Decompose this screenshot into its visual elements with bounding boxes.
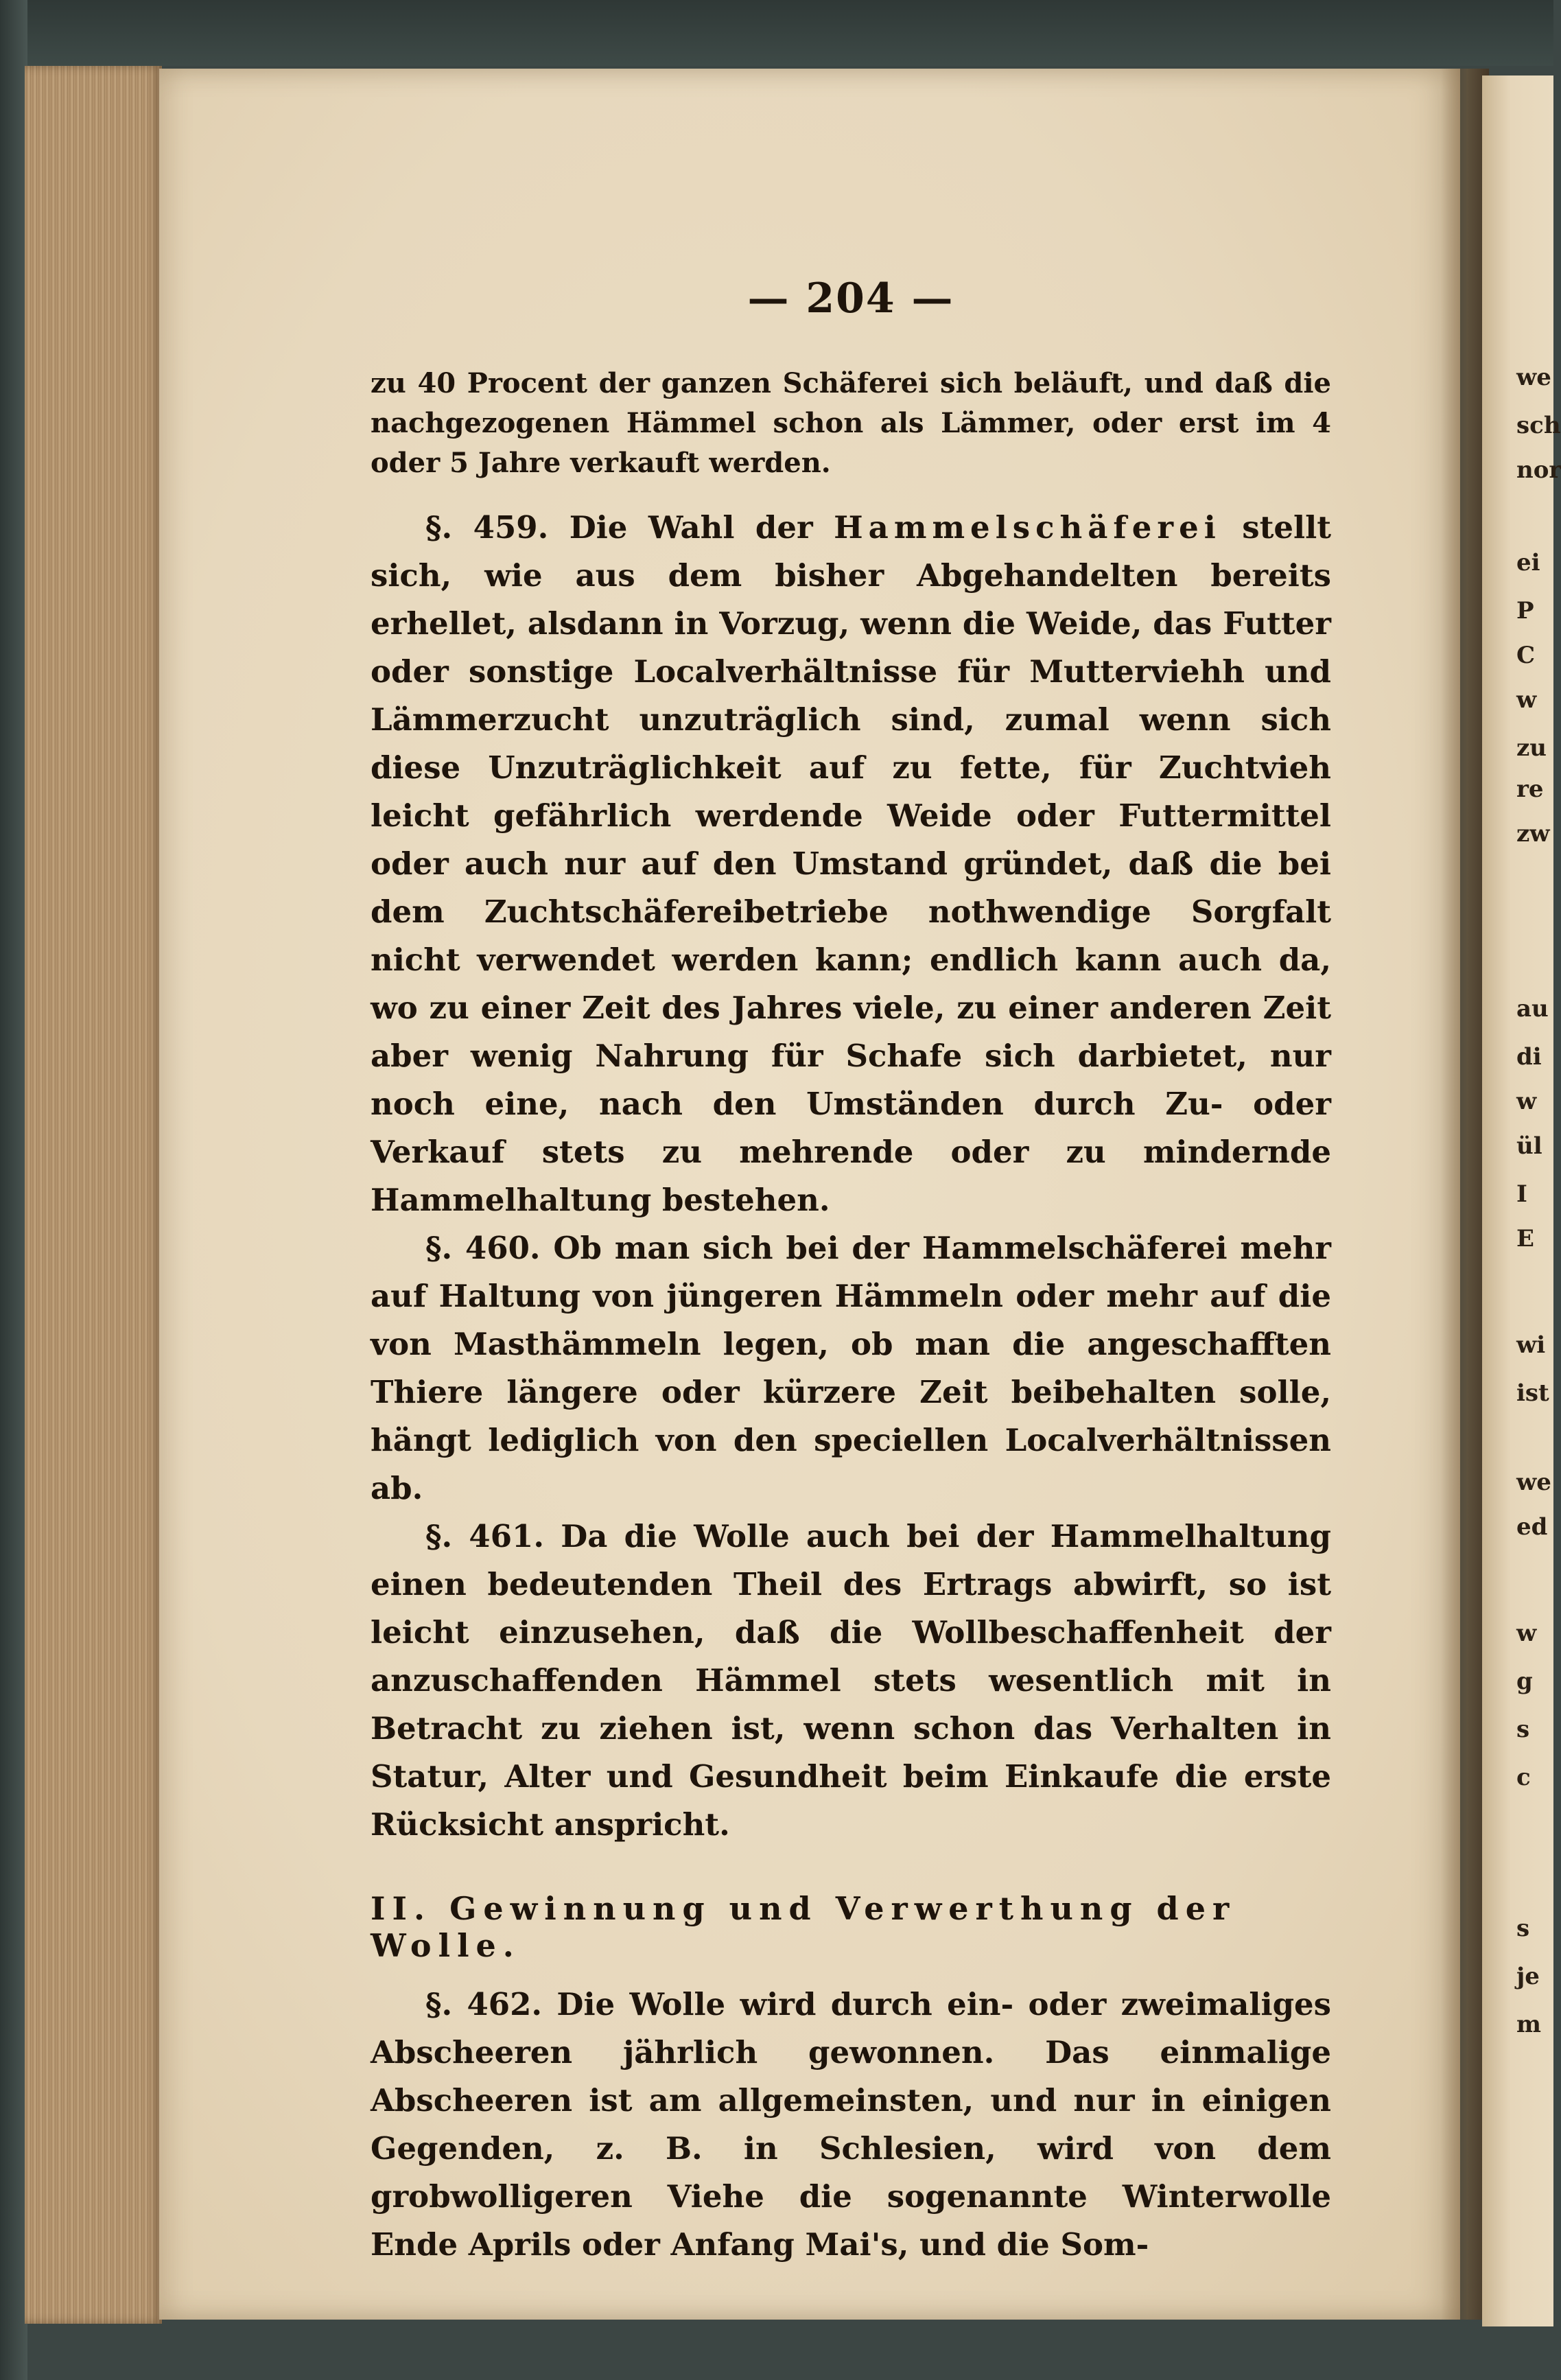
right-fragment: w (1516, 1088, 1537, 1115)
right-fragment: di (1516, 1043, 1542, 1071)
section-number: §. 460. (425, 1230, 541, 1266)
page-number: — 204 — (747, 275, 954, 323)
paragraph-text: Da die Wolle auch bei der Hammelhaltung einen bedeutenden Theil des Ertrags abwirft, so ist leicht einzusehen, daß die Wollbeschaffenheit der anzuschaffenden Hämmel stets wesentlich mit in Betracht zu ziehen ist, wenn schon das Verhalten in Statur, Alter und Gesundheit beim Einkaufe die erste Rücksicht anspricht. (371, 1518, 1331, 1843)
right-fragment: g (1516, 1668, 1533, 1695)
right-fragment: ül (1516, 1132, 1542, 1160)
right-fragment: E (1516, 1225, 1534, 1252)
paragraph-text: Ob man sich bei der Hammelschäferei mehr auf Haltung von jüngeren Hämmeln oder mehr auf die von Masthämmeln legen, ob man die angeschafften Thiere längere oder kürzere Zeit beibehalten solle, hängt lediglich von den speciellen Localverhältnissen ab. (371, 1230, 1332, 1506)
right-fragment: ei (1516, 549, 1540, 576)
right-fragment: sch (1516, 412, 1561, 439)
right-fragment: c (1516, 1764, 1531, 1791)
right-fragment: we (1516, 1469, 1551, 1496)
section-heading (371, 1890, 1331, 1964)
right-fragment: s (1516, 1716, 1530, 1743)
section-heading-title: Gewinnung und Verwerthung der Wolle. (371, 1890, 1236, 1964)
paragraph-461 (371, 1513, 1331, 1849)
paragraph-460 (371, 1224, 1331, 1513)
section-number: §. 459. (425, 509, 549, 546)
right-fragment: I (1516, 1180, 1527, 1208)
emphasized-term: Hammelschäferei (834, 509, 1221, 546)
intro-text: zu 40 Procent der ganzen Schäferei sich beläuft, und daß die nachgezogenen Hämmel schon als Lämmer, oder erst im 4 oder 5 Jahre verkauft werden. (371, 367, 1331, 479)
book-cover-top (0, 0, 1553, 66)
right-fragment: je (1516, 1963, 1540, 1990)
right-fragment: w (1516, 686, 1537, 714)
right-fragment: C (1516, 642, 1536, 669)
right-fragment: s (1516, 1915, 1530, 1942)
right-fragment: ed (1516, 1513, 1548, 1541)
right-fragment: m (1516, 2011, 1541, 2038)
right-fragment: nor (1516, 456, 1561, 484)
right-fragment: zw (1516, 820, 1550, 848)
right-fragment: au (1516, 995, 1549, 1023)
section-number: §. 462. (425, 1986, 543, 2022)
paragraph-text: Die Wolle wird durch ein- oder zweimaliges Abscheeren jährlich gewonnen. Das einmalige Abscheeren ist am allgemeinsten, und nur in einigen Gegenden, z. B. in Schlesien, wird von dem grobwolligeren Viehe die sogenannte Winterwolle Ende Aprils oder Anfang Mai's, und die Som- (371, 1986, 1332, 2263)
right-fragment: zu (1516, 734, 1547, 762)
right-page-text-fragments (1516, 0, 1561, 2380)
section-number: §. 461. (425, 1518, 545, 1554)
section-heading-numeral: II. (371, 1890, 432, 1927)
right-fragment: wi (1516, 1331, 1546, 1359)
paragraph-text: stellt sich, wie aus dem bisher Abgehandelten bereits erhellet, alsdann in Vorzug, wenn die Weide, das Futter oder sonstige Localverhältnisse für Mutterviehh und Lämmerzucht unzuträglich sind, zumal wenn sich diese Unzuträglichkeit auf zu fette, für Zuchtvieh leicht gefährlich werdende Weide oder Futtermittel oder auch nur auf den Umstand gründet, daß die bei dem Zuchtschäfereibetriebe nothwendige Sorgfalt nicht verwendet werden kann; endlich kann auch da, wo zu einer Zeit des Jahres viele, zu einer anderen Zeit aber wenig Nahrung für Schafe sich darbietet, nur noch eine, nach den Umständen durch Zu- oder Verkauf stets zu mehrende oder zu mindernde Hammelhaltung bestehen. (371, 509, 1331, 1218)
book-cover-left (0, 0, 27, 2380)
page-content (371, 275, 1331, 2269)
right-fragment: we (1516, 364, 1551, 391)
right-fragment: re (1516, 775, 1544, 803)
right-fragment: P (1516, 597, 1534, 625)
right-fragment: w (1516, 1620, 1537, 1647)
paragraph-lead: Die Wahl der (569, 509, 813, 546)
paragraph-462 (371, 1981, 1331, 2269)
right-fragment: ist (1516, 1379, 1549, 1407)
paragraph-459 (371, 504, 1331, 1224)
page-block-edges (25, 66, 162, 2324)
